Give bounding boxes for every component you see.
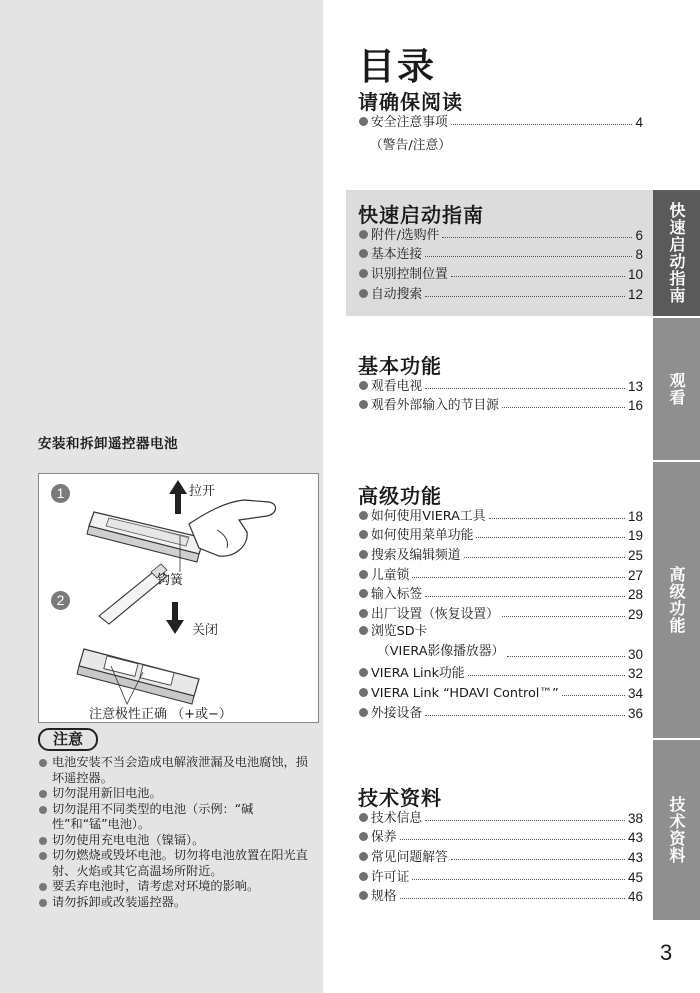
toc-item-controls[interactable] xyxy=(358,262,643,282)
pull-open-label: 拉开 xyxy=(189,484,216,499)
toc-item-factory-settings[interactable] xyxy=(358,602,643,622)
toc-item-label: 保养 xyxy=(371,830,397,846)
toc-item-label: 识别控制位置 xyxy=(371,267,448,283)
toc-item-page: 25 xyxy=(627,548,643,564)
toc-item-child-lock[interactable] xyxy=(358,563,643,583)
toc-item-page: 43 xyxy=(627,850,643,866)
toc-item-label: 常见问题解答 xyxy=(371,850,448,866)
toc-item-label: 技术信息 xyxy=(371,810,423,826)
toc-item-menu[interactable] xyxy=(358,524,643,544)
toc-item-viera-tools[interactable] xyxy=(358,504,643,524)
caution-item: 电池安装不当会造成电解液泄漏及电池腐蚀，损坏遥控器。 xyxy=(38,755,320,786)
bullet-icon xyxy=(359,381,368,390)
toc-item-page: 43 xyxy=(627,830,643,846)
toc-item-safety[interactable] xyxy=(358,110,643,130)
bullet-icon xyxy=(359,269,368,278)
toc-item-page: 19 xyxy=(627,528,643,544)
dot-leader xyxy=(468,675,625,676)
pull-arrow-icon xyxy=(169,480,187,514)
bullet-icon xyxy=(359,570,368,579)
section-heading: 快速启动指南 xyxy=(358,203,484,227)
toc-item-label: 浏览SD卡 xyxy=(371,624,428,640)
toc-item-hdavi-control[interactable] xyxy=(358,681,643,701)
bullet-icon xyxy=(359,813,368,822)
toc-item-maintenance[interactable] xyxy=(358,826,643,846)
toc-item-label: VIERA Link “HDAVI Control™” xyxy=(371,685,559,701)
section-advanced xyxy=(346,480,653,730)
step-2-badge: 2 xyxy=(51,591,70,610)
dot-leader xyxy=(412,577,625,578)
page-title: 目录 xyxy=(358,45,436,88)
toc-item-channels[interactable] xyxy=(358,543,643,563)
close-arrow-icon xyxy=(166,602,184,634)
tab-label: 高级功能 xyxy=(667,566,686,634)
toc-item-page: 34 xyxy=(627,685,643,701)
toc-item-input-labels[interactable] xyxy=(358,583,643,603)
caution-list xyxy=(38,755,320,910)
dot-leader xyxy=(425,388,625,389)
bullet-icon xyxy=(359,668,368,677)
toc-item-page: 28 xyxy=(627,587,643,603)
hook-label: 钩簧 xyxy=(157,573,184,588)
toc-item-tech-info[interactable] xyxy=(358,806,643,826)
bullet-icon xyxy=(359,511,368,520)
dot-leader xyxy=(400,898,625,899)
toc-item-page: 18 xyxy=(627,508,643,524)
dot-leader xyxy=(476,537,625,538)
toc-item-label-group xyxy=(371,622,504,661)
dot-leader xyxy=(464,557,625,558)
toc-item-label: 观看电视 xyxy=(371,378,423,394)
caution-item: 切勿使用充电电池（镍镉）。 xyxy=(38,833,320,849)
dot-leader xyxy=(425,596,625,597)
bullet-icon xyxy=(359,832,368,841)
bullet-icon xyxy=(359,550,368,559)
toc-item-page: 29 xyxy=(627,607,643,623)
toc-item-label: 观看外部输入的节目源 xyxy=(371,398,499,414)
bullet-icon xyxy=(359,872,368,881)
toc-item-label: 如何使用菜单功能 xyxy=(371,528,474,544)
toc-list xyxy=(358,223,643,302)
bullet-icon xyxy=(359,249,368,258)
battery-section-title: 安装和拆卸遥控器电池 xyxy=(38,436,178,452)
dot-leader xyxy=(425,820,625,821)
toc-item-label: 出厂设置（恢复设置） xyxy=(371,607,499,623)
caution-item: 切勿混用新旧电池。 xyxy=(38,786,320,802)
tab-watch[interactable] xyxy=(653,318,700,460)
close-label: 关闭 xyxy=(192,623,219,638)
toc-item-licence[interactable] xyxy=(358,865,643,885)
toc-item-label: 搜索及编辑频道 xyxy=(371,548,461,564)
toc-item-specifications[interactable] xyxy=(358,885,643,905)
toc-item-label: 规格 xyxy=(371,889,397,905)
dot-leader xyxy=(507,656,625,657)
toc-item-page: 8 xyxy=(635,247,643,263)
bullet-icon xyxy=(359,852,368,861)
toc-item-external-input[interactable] xyxy=(358,394,643,414)
safety-sub-note: （警告/注意） xyxy=(370,138,452,153)
toc-item-page: 4 xyxy=(635,114,643,130)
page-number: 3 xyxy=(660,940,673,965)
bullet-icon xyxy=(359,230,368,239)
toc-item-label: 输入标签 xyxy=(371,587,423,603)
dot-leader xyxy=(489,518,625,519)
toc-item-label-line2: （VIERA影像播放器） xyxy=(377,643,505,659)
toc-item-watch-tv[interactable] xyxy=(358,374,643,394)
tab-tech[interactable] xyxy=(653,740,700,920)
toc-item-external-equipment[interactable] xyxy=(358,701,643,721)
bullet-icon xyxy=(359,688,368,697)
tab-label: 观看 xyxy=(667,372,686,406)
tab-label: 技术资料 xyxy=(667,796,686,864)
tab-advanced[interactable] xyxy=(653,462,700,738)
dot-leader xyxy=(412,879,625,880)
bullet-icon xyxy=(359,530,368,539)
polarity-label: 注意极性正确 （+或−） xyxy=(89,707,232,722)
toc-item-label: 基本连接 xyxy=(371,247,423,263)
dot-leader xyxy=(502,616,625,617)
section-heading: 高级功能 xyxy=(358,484,442,508)
section-quick-start xyxy=(346,199,653,309)
toc-item-page: 13 xyxy=(627,378,643,394)
toc-item-viera-link[interactable] xyxy=(358,662,643,682)
toc-item-sd-card[interactable] xyxy=(358,622,643,661)
toc-item-label: 安全注意事项 xyxy=(371,114,448,130)
step-1-badge: 1 xyxy=(51,484,70,503)
bullet-icon xyxy=(359,289,368,298)
dot-leader xyxy=(451,124,633,125)
toc-item-page: 46 xyxy=(627,889,643,905)
toc-item-page: 45 xyxy=(627,869,643,885)
dot-leader xyxy=(451,859,625,860)
remote-lower-icon xyxy=(77,649,199,704)
caution-item: 切勿混用不同类型的电池（示例：“碱性”和“锰”电池）。 xyxy=(38,802,320,833)
toc-item-page: 27 xyxy=(627,567,643,583)
toc-item-auto-tuning[interactable] xyxy=(358,282,643,302)
toc-item-accessories[interactable] xyxy=(358,223,643,243)
section-basic xyxy=(346,350,653,420)
remote-upper-icon xyxy=(87,500,276,562)
toc-item-page: 38 xyxy=(627,810,643,826)
toc-item-label: 外接设备 xyxy=(371,705,423,721)
caution-item: 要丢弃电池时，请考虑对环境的影响。 xyxy=(38,879,320,895)
dot-leader xyxy=(502,407,625,408)
toc-item-page: 10 xyxy=(627,267,643,283)
toc-list xyxy=(358,806,643,904)
bullet-icon xyxy=(359,589,368,598)
dot-leader xyxy=(425,715,625,716)
dot-leader xyxy=(400,839,625,840)
tab-quick-start[interactable] xyxy=(653,190,700,316)
caution-heading: 注意 xyxy=(38,728,98,751)
bullet-icon xyxy=(359,708,368,717)
toc-item-page: 6 xyxy=(635,227,643,243)
toc-list xyxy=(358,110,643,130)
toc-item-page: 16 xyxy=(627,398,643,414)
toc-item-page: 32 xyxy=(627,666,643,682)
toc-item-label: 如何使用VIERA工具 xyxy=(371,508,486,524)
toc-item-basic-connection[interactable] xyxy=(358,243,643,263)
battery-figure xyxy=(38,473,319,723)
dot-leader xyxy=(425,256,632,257)
toc-item-page: 30 xyxy=(627,646,643,662)
toc-item-page: 12 xyxy=(627,286,643,302)
toc-item-faq[interactable] xyxy=(358,845,643,865)
dot-leader xyxy=(451,276,625,277)
caution-item: 切勿燃烧或毁坏电池。切勿将电池放置在阳光直射、火焰或其它高温场所附近。 xyxy=(38,848,320,879)
bullet-icon xyxy=(359,400,368,409)
toc-item-label: 自动搜索 xyxy=(371,286,423,302)
dot-leader xyxy=(562,695,625,696)
toc-item-label: 许可证 xyxy=(371,869,410,885)
tab-label: 快速启动指南 xyxy=(667,202,686,304)
dot-leader xyxy=(425,296,625,297)
bullet-icon xyxy=(359,626,368,635)
toc-item-label: 附件/选购件 xyxy=(371,227,440,243)
toc-list xyxy=(358,504,643,721)
section-read-first xyxy=(346,86,653,156)
section-heading: 基本功能 xyxy=(358,354,442,378)
caution-item: 请勿拆卸或改装遥控器。 xyxy=(38,895,320,911)
section-heading: 请确保阅读 xyxy=(358,90,463,114)
remote-illustration xyxy=(39,474,320,724)
dot-leader xyxy=(442,237,632,238)
toc-item-label: 儿童锁 xyxy=(371,567,410,583)
section-heading: 技术资料 xyxy=(358,786,442,810)
toc-item-label: VIERA Link功能 xyxy=(371,666,465,682)
toc-list xyxy=(358,374,643,413)
toc-item-page: 36 xyxy=(627,705,643,721)
bullet-icon xyxy=(359,891,368,900)
bullet-icon xyxy=(359,117,368,126)
bullet-icon xyxy=(359,609,368,618)
section-tech xyxy=(346,782,653,917)
